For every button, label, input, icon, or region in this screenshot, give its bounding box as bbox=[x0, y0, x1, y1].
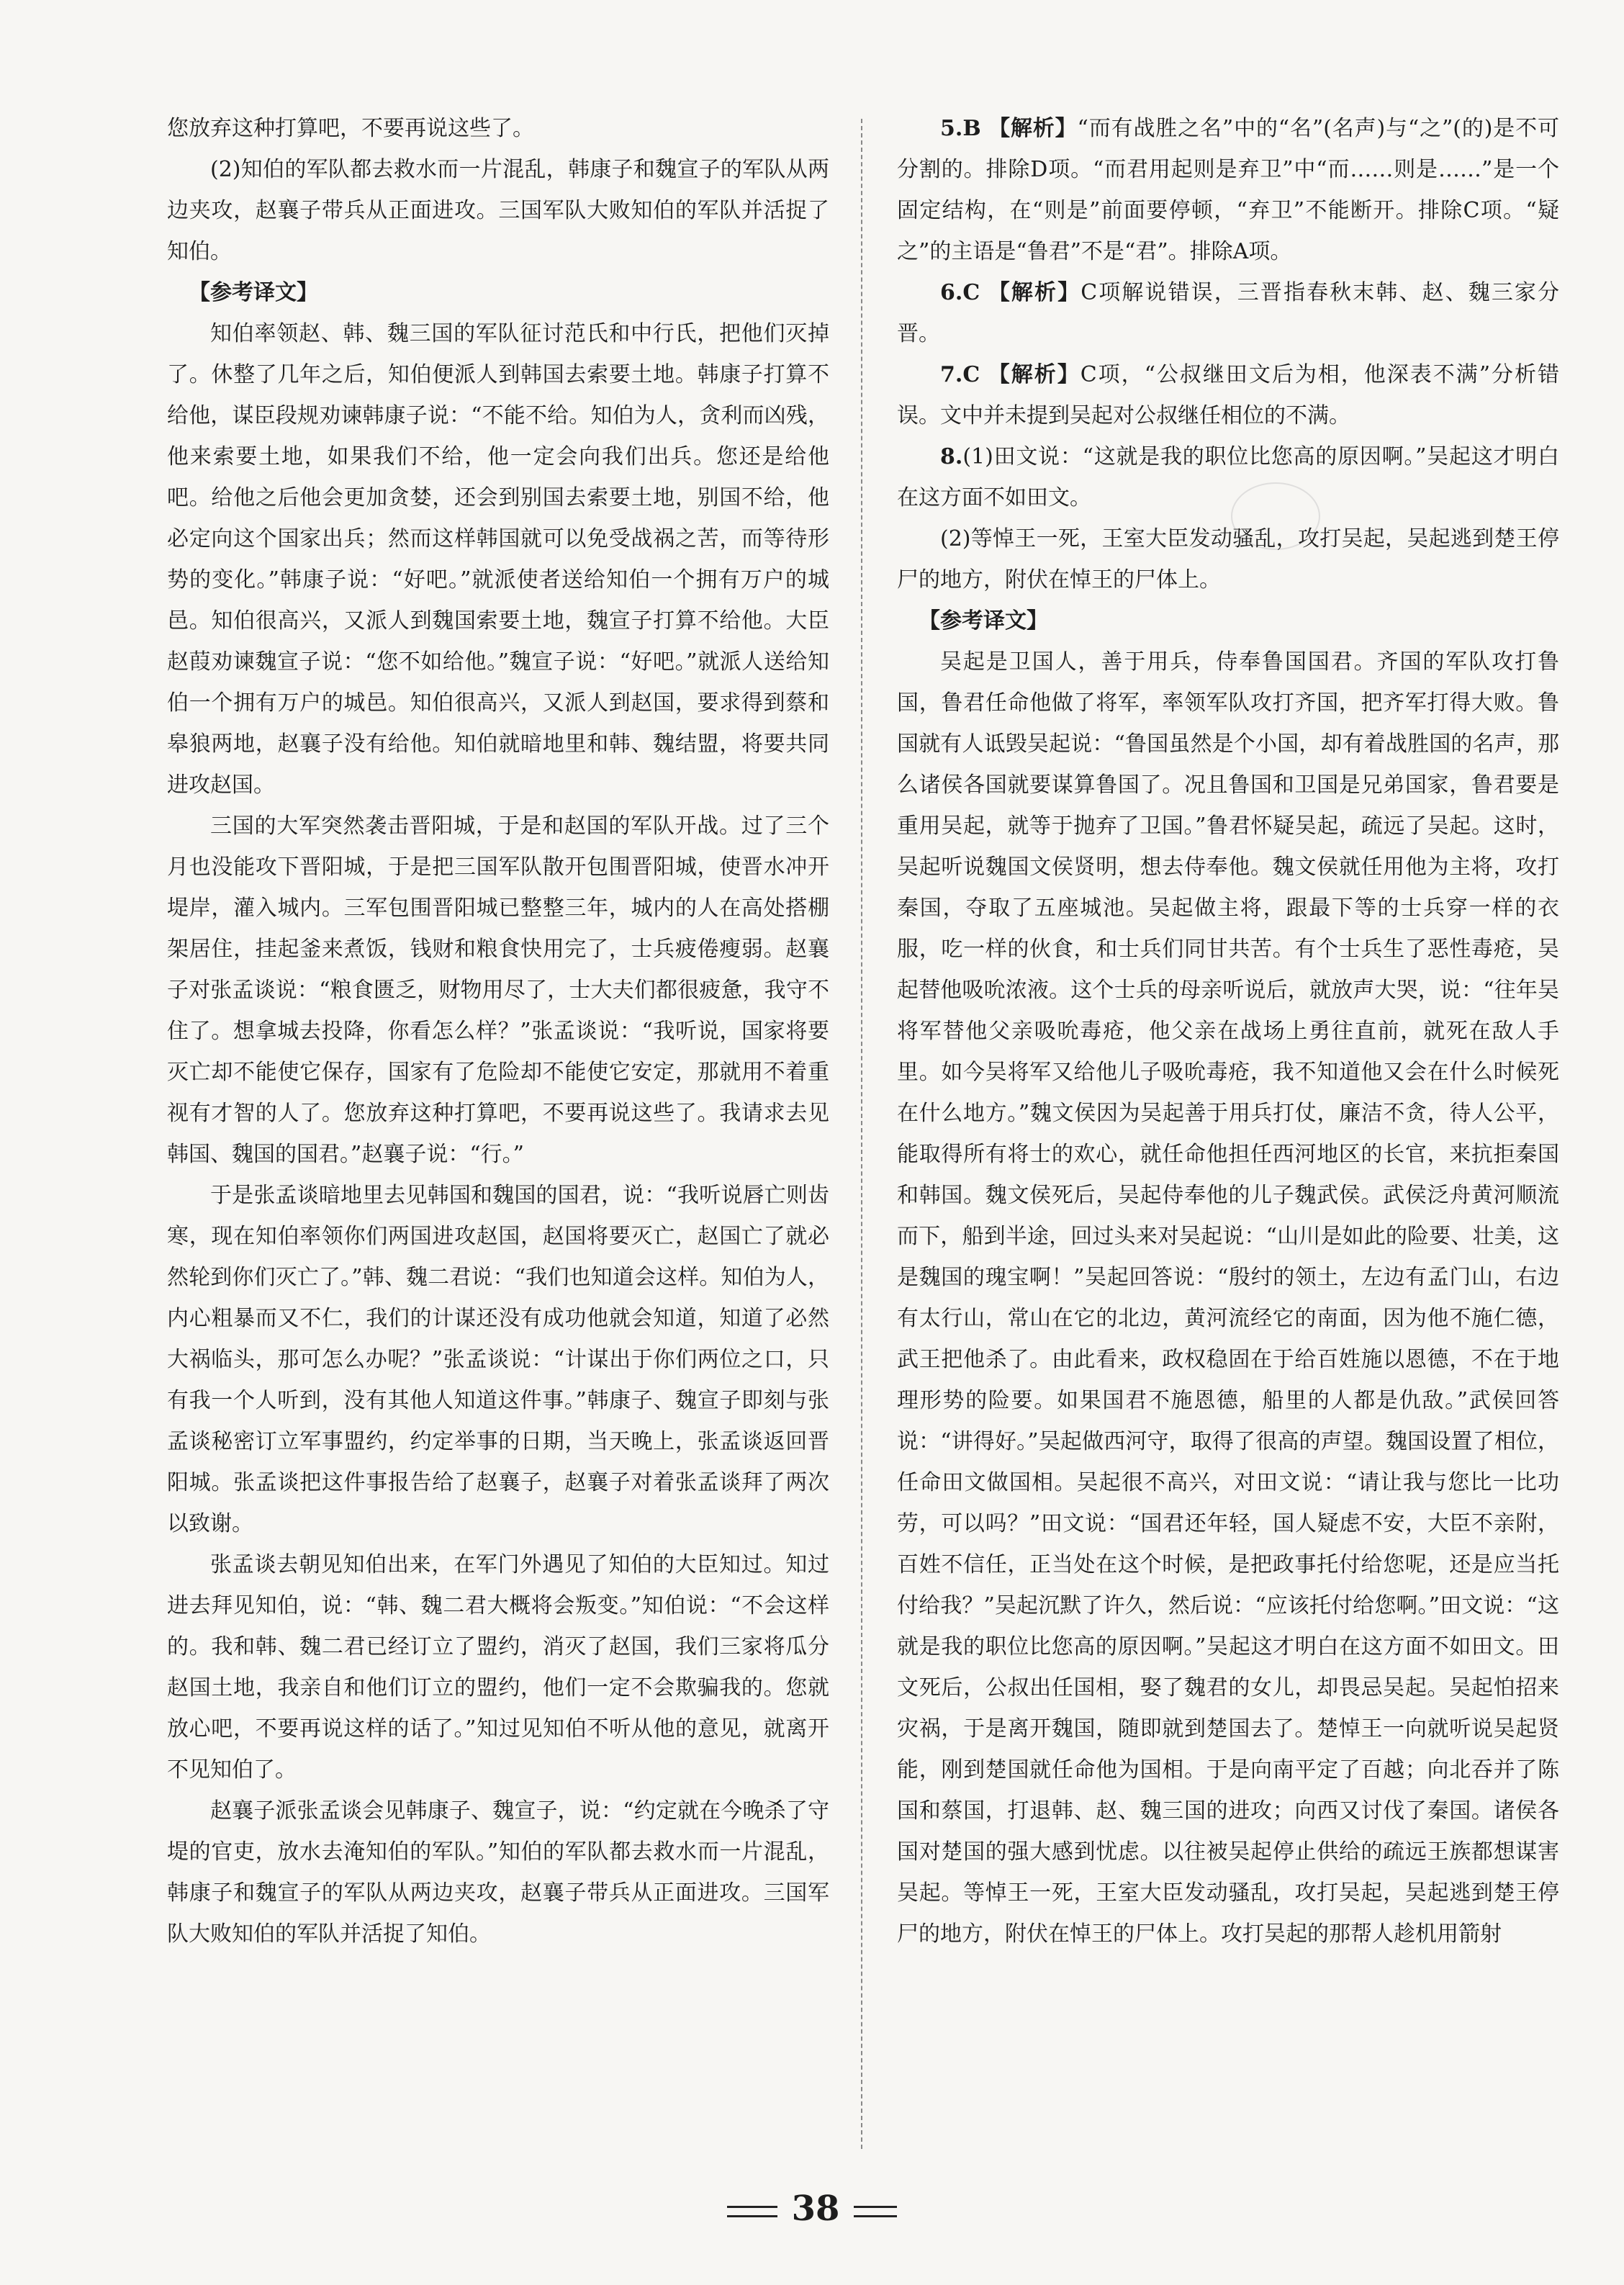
analysis-tag: 【解析】 bbox=[988, 280, 1081, 305]
answer-text: C项解说错误，三晋指春秋末韩、赵、魏三家分晋。 bbox=[897, 280, 1559, 346]
right-column bbox=[897, 108, 1559, 1955]
answer-5 bbox=[897, 108, 1559, 272]
paragraph: 吴起是卫国人，善于用兵，侍奉鲁国国君。齐国的军队攻打鲁国，鲁君任命他做了将军，率领军队攻打齐国，把齐军打得大败。鲁国就有人诋毁吴起说：“鲁国虽然是个小国，却有着战胜国的名声，那么诸侯各国就要谋算鲁国了。况且鲁国和卫国是兄弟国家，鲁君要是重用吴起，就等于抛弃了卫国。”鲁君怀疑吴起，疏远了吴起。这时，吴起听说魏国文侯贤明，想去侍奉他。魏文侯就任用他为主将，攻打秦国，夺取了五座城池。吴起做主将，跟最下等的士兵穿一样的衣服，吃一样的伙食，和士兵们同甘共苦。有个士兵生了恶性毒疮，吴起替他吸吮浓液。这个士兵的母亲听说后，就放声大哭，说：“往年吴将军替他父亲吸吮毒疮，他父亲在战场上勇往直前，就死在敌人手里。如今吴将军又给他儿子吸吮毒疮，我不知道他又会在什么时候死在什么地方。”魏文侯因为吴起善于用兵打仗，廉洁不贪，待人公平，能取得所有将士的欢心，就任命他担任西河地区的长官，来抗拒秦国和韩国。魏文侯死后，吴起侍奉他的儿子魏武侯。武侯泛舟黄河顺流而下，船到半途，回过头来对吴起说：“山川是如此的险要、壮美，这是魏国的瑰宝啊！”吴起回答说：“殷纣的领土，左边有孟门山，右边有太行山，常山在它的北边，黄河流经它的南面，因为他不施仁德，武王把他杀了。由此看来，政权稳固在于给百姓施以恩德，不在于地理形势的险要。如果国君不施恩德，船里的人都是仇敌。”武侯回答说：“讲得好。”吴起做西河守，取得了很高的声望。魏国设置了相位，任命田文做国相。吴起很不高兴，对田文说：“请让我与您比一比功劳，可以吗？”田文说：“国君还年轻，国人疑虑不安，大臣不亲附，百姓不信任，正当处在这个时候，是把政事托付给您呢，还是应当托付给我？”吴起沉默了许久，然后说：“应该托付给您啊。”田文说：“这就是我的职位比您高的原因啊。”吴起这才明白在这方面不如田文。田文死后，公叔出任国相，娶了魏君的女儿，却畏忌吴起。吴起怕招来灾祸，于是离开魏国，随即就到楚国去了。楚悼王一向就听说吴起贤能，刚到楚国就任命他为国相。于是向南平定了百越；向北吞并了陈国和蔡国，打退韩、赵、魏三国的进攻；向西又讨伐了秦国。诸侯各国对楚国的强大感到忧虑。以往被吴起停止供给的疏远王族都想谋害吴起。等悼王一死，王室大臣发动骚乱，攻打吴起，吴起逃到楚王停尸的地方，附伏在悼王的尸体上。攻打吴起的那帮人趁机用箭射 bbox=[897, 649, 1559, 1947]
answer-6 bbox=[897, 272, 1559, 354]
answer-number: 8. bbox=[940, 444, 963, 469]
paragraph: 赵襄子派张孟谈会见韩康子、魏宣子，说：“约定就在今晚杀了守堤的官吏，放水去淹知伯的军队。”知伯的军队都去救水而一片混乱，韩康子和魏宣子的军队从两边夹攻，赵襄子带兵从正面进攻。三国军队大败知伯的军队并活捉了知伯。 bbox=[167, 1798, 829, 1947]
paragraph: 张孟谈去朝见知伯出来，在军门外遇见了知伯的大臣知过。知过进去拜见知伯，说：“韩、魏二君大概将会叛变。”知伯说：“不会这样的。我和韩、魏二君已经订立了盟约，消灭了赵国，我们三家将瓜分赵国土地，我亲自和他们订立的盟约，他们一定不会欺骗我的。您就放心吧，不要再说这样的话了。”知过见知伯不听从他的意见，就离开不见知伯了。 bbox=[167, 1552, 829, 1783]
paragraph: 知伯率领赵、韩、魏三国的军队征讨范氏和中行氏，把他们灭掉了。休整了几年之后，知伯便派人到韩国去索要土地。韩康子打算不给他，谋臣段规劝谏韩康子说：“不能不给。知伯为人，贪利而凶残，他来索要土地，如果我们不给，他一定会向我们出兵。您还是给他吧。给他之后他会更加贪婪，还会到别国去索要土地，别国不给，他必定向这个国家出兵；然而这样韩国就可以免受战祸之苦，而等待形势的变化。”韩康子说：“好吧。”就派使者送给知伯一个拥有万户的城邑。知伯很高兴，又派人到魏国索要土地，魏宣子打算不给他。大臣赵葭劝谏魏宣子说：“您不如给他。”魏宣子说：“好吧。”就派人送给知伯一个拥有万户的城邑。知伯很高兴，又派人到赵国，要求得到蔡和皋狼两地，赵襄子没有给他。知伯就暗地里和韩、魏结盟，将要共同进攻赵国。 bbox=[167, 321, 829, 798]
paragraph: 三国的大军突然袭击晋阳城，于是和赵国的军队开战。过了三个月也没能攻下晋阳城，于是把三国军队散开包围晋阳城，使晋水冲开堤岸，灌入城内。三军包围晋阳城已整整三年，城内的人在高处搭棚架居住，挂起釜来煮饭，钱财和粮食快用完了，士兵疲倦瘦弱。赵襄子对张孟谈说：“粮食匮乏，财物用尽了，士大夫们都很疲惫，我守不住了。想拿城去投降，你看怎么样？”张孟谈说：“我听说，国家将要灭亡却不能使它保存，国家有了危险却不能使它安定，那就用不着重视有才智的人了。您放弃这种打算吧，不要再说这些了。我请求去见韩国、魏国的国君。”赵襄子说：“行。” bbox=[167, 814, 829, 1167]
analysis-tag: 【解析】 bbox=[988, 116, 1078, 141]
footer-ornament-left bbox=[727, 2206, 777, 2217]
footer-ornament-right bbox=[854, 2206, 897, 2217]
answer-7 bbox=[897, 354, 1559, 436]
left-column bbox=[167, 108, 829, 1955]
answer-number: 5.B bbox=[940, 116, 981, 141]
page-number: 38 bbox=[791, 2189, 840, 2229]
answer-number: 6.C bbox=[940, 280, 980, 305]
answer-8-part-2: (2)等悼王一死，王室大臣发动骚乱，攻打吴起，吴起逃到楚王停尸的地方，附伏在悼王的尸体上。 bbox=[897, 526, 1559, 592]
paragraph: 您放弃这种打算吧，不要再说这些了。 bbox=[167, 116, 534, 141]
section-heading: 【参考译文】 bbox=[919, 608, 1048, 634]
answer-text: C项，“公叔继田文后为相，他深表不满”分析错误。文中并未提到吴起对公叔继任相位的不满。 bbox=[897, 362, 1559, 428]
answer-text: “而有战胜之名”中的“名”(名声)与“之”(的)是不可分割的。排除D项。“而君用起则是弃卫”中“而……则是……”是一个固定结构，在“则是”前面要停顿，“弃卫”不能断开。排除C项。“疑之”的主语是“鲁君”不是“君”。排除A项。 bbox=[897, 116, 1559, 264]
column-divider bbox=[861, 119, 862, 2149]
paragraph: (2)知伯的军队都去救水而一片混乱，韩康子和魏宣子的军队从两边夹攻，赵襄子带兵从正面进攻。三国军队大败知伯的军队并活捉了知伯。 bbox=[167, 157, 829, 264]
answer-8 bbox=[897, 436, 1559, 518]
section-heading: 【参考译文】 bbox=[189, 280, 318, 305]
answer-text: (1)田文说：“这就是我的职位比您高的原因啊。”吴起这才明白在这方面不如田文。 bbox=[897, 444, 1559, 510]
page-footer bbox=[0, 2189, 1624, 2229]
answer-number: 7.C bbox=[940, 362, 980, 387]
analysis-tag: 【解析】 bbox=[988, 362, 1081, 387]
paragraph: 于是张孟谈暗地里去见韩国和魏国的国君，说：“我听说唇亡则齿寒，现在知伯率领你们两国进攻赵国，赵国将要灭亡，赵国亡了就必然轮到你们灭亡了。”韩、魏二君说：“我们也知道会这样。知伯为人，内心粗暴而又不仁，我们的计谋还没有成功他就会知道，知道了必然大祸临头，那可怎么办呢？”张孟谈说：“计谋出于你们两位之口，只有我一个人听到，没有其他人知道这件事。”韩康子、魏宣子即刻与张孟谈秘密订立军事盟约，约定举事的日期，当天晚上，张孟谈返回晋阳城。张孟谈把这件事报告给了赵襄子，赵襄子对着张孟谈拜了两次以致谢。 bbox=[167, 1183, 829, 1536]
